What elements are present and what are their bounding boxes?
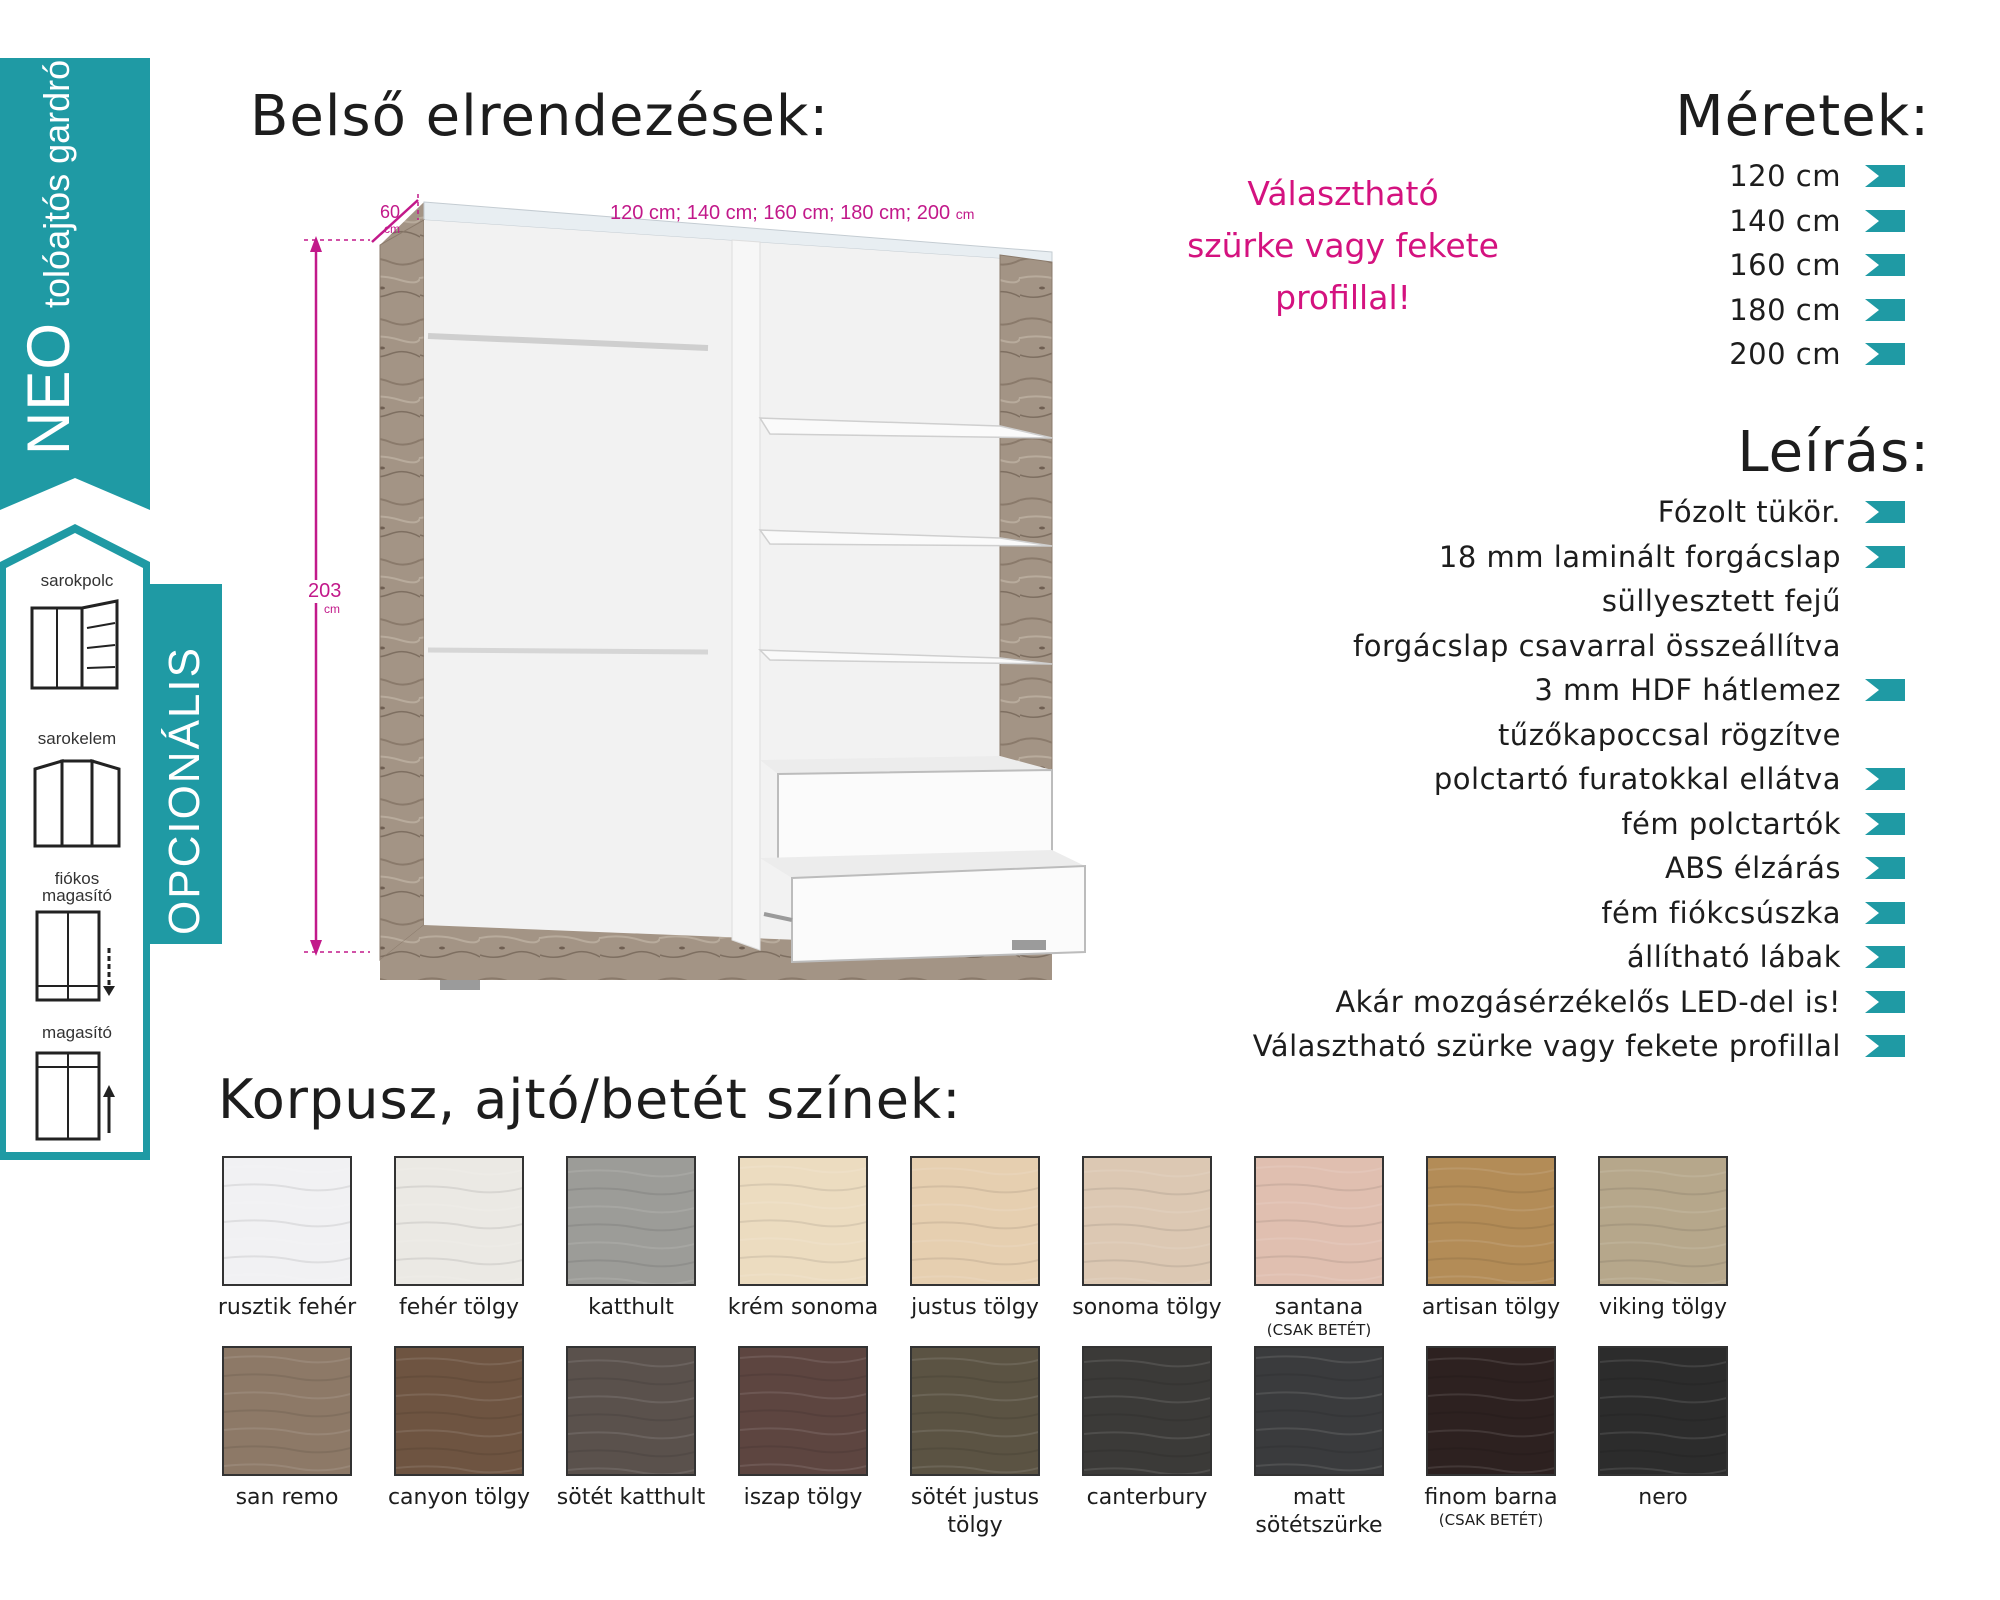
swatch-tile: [394, 1346, 524, 1476]
brand-title: [14, 39, 82, 456]
color-swatch: [1426, 1346, 1556, 1528]
size-item: [1729, 332, 1905, 377]
description-text: tűzőkapoccsal rögzítve: [1497, 717, 1841, 752]
wood-grain-texture: [1084, 1158, 1212, 1286]
description-text: 3 mm HDF hátlemez: [1534, 673, 1841, 708]
teal-marker-icon: [1865, 813, 1905, 835]
description-item: [1253, 490, 1905, 535]
swatch-name: sötét justus tölgy: [910, 1485, 1040, 1538]
color-swatch: [394, 1156, 524, 1322]
promo-line: szürke vagy fekete: [1187, 226, 1499, 265]
description-text: 18 mm laminált forgácslap: [1438, 539, 1841, 574]
description-text: fém fiókcsúszka: [1601, 895, 1841, 930]
option-corner-element: [16, 730, 138, 851]
teal-marker-icon: [1865, 768, 1905, 790]
teal-marker-icon: [1865, 343, 1905, 365]
color-swatch: [1421, 1156, 1561, 1322]
option-height-extension: [16, 1024, 138, 1145]
swatch-tile: [566, 1156, 696, 1286]
swatch-name: sötét katthult: [556, 1485, 706, 1510]
color-swatch: [910, 1346, 1040, 1540]
description-text: polctartó furatokkal ellátva: [1433, 762, 1841, 797]
size-item: [1729, 288, 1905, 333]
swatch-name: san remo: [235, 1485, 339, 1510]
description-text: forgácslap csavarral összeállítva: [1353, 628, 1841, 663]
color-swatch: [910, 1156, 1040, 1322]
wood-grain-texture: [224, 1158, 352, 1286]
teal-marker-icon: [1865, 501, 1905, 523]
swatch-name: rusztik fehér: [217, 1295, 357, 1320]
color-swatch: [1082, 1346, 1212, 1512]
color-swatch: [1072, 1156, 1222, 1322]
description-item: [1253, 713, 1905, 758]
swatch-tile: [738, 1156, 868, 1286]
teal-marker-icon: [1865, 165, 1905, 187]
description-item: [1253, 891, 1905, 936]
wood-grain-texture: [224, 1348, 352, 1476]
swatch-tile: [1426, 1156, 1556, 1286]
color-swatch: [387, 1346, 531, 1512]
teal-marker-icon: [1865, 254, 1905, 276]
option-drawer-extension: [16, 870, 138, 1004]
swatch-tile: [222, 1346, 352, 1476]
size-label: 120 cm: [1729, 159, 1841, 194]
height-extension-icon: [27, 1045, 127, 1145]
swatch-name: sonoma tölgy: [1072, 1295, 1222, 1320]
height-unit: cm: [324, 602, 340, 616]
teal-marker-icon: [1865, 902, 1905, 924]
teal-marker-icon: [1865, 299, 1905, 321]
swatch-name: justus tölgy: [911, 1295, 1039, 1320]
wood-grain-texture: [1084, 1348, 1212, 1476]
size-label: 180 cm: [1729, 292, 1841, 327]
depth-value: 60: [380, 202, 401, 222]
swatch-tile: [1598, 1346, 1728, 1476]
teal-marker-icon: [1865, 546, 1905, 568]
wood-grain-texture: [568, 1348, 696, 1476]
promo-line: profillal!: [1275, 278, 1411, 317]
layouts-heading: Belső elrendezések:: [250, 84, 830, 149]
sizes-list: [1729, 154, 1905, 377]
brand-subtitle: tolóajtós gardrób: [36, 39, 77, 308]
wood-grain-texture: [740, 1158, 868, 1286]
option-corner-shelf: [16, 572, 138, 693]
teal-marker-icon: [1865, 210, 1905, 232]
swatch-tile: [566, 1346, 696, 1476]
description-item: [1253, 757, 1905, 802]
wardrobe-drawing: [300, 190, 1100, 1010]
optional-title: [160, 646, 209, 936]
swatch-name: krém sonoma: [727, 1295, 879, 1320]
description-text: Választható szürke vagy fekete profillal: [1252, 1029, 1841, 1064]
sizes-heading: Méretek:: [1675, 84, 1930, 149]
size-label: 200 cm: [1729, 337, 1841, 372]
size-label: 140 cm: [1729, 203, 1841, 238]
color-swatch: [1254, 1346, 1384, 1540]
description-text: ABS élzárás: [1664, 851, 1841, 886]
swatch-tile: [394, 1156, 524, 1286]
swatch-name: santana: [1274, 1295, 1364, 1320]
size-label: 160 cm: [1729, 248, 1841, 283]
height-dimension: 203: [308, 580, 342, 602]
swatch-tile: [222, 1156, 352, 1286]
swatch-name: fehér tölgy: [399, 1295, 519, 1320]
wood-grain-texture: [1256, 1348, 1384, 1476]
color-swatch: [1598, 1346, 1728, 1512]
wood-grain-texture: [1428, 1348, 1556, 1476]
color-swatch: [566, 1156, 696, 1322]
wood-grain-texture: [396, 1348, 524, 1476]
wood-grain-texture: [568, 1158, 696, 1286]
description-item: [1253, 802, 1905, 847]
swatch-tile: [910, 1156, 1040, 1286]
color-swatch: [217, 1156, 357, 1322]
drawer-extension-icon: [27, 908, 127, 1004]
wood-grain-texture: [1428, 1158, 1556, 1286]
swatch-name: canterbury: [1086, 1485, 1208, 1510]
description-list: [1253, 490, 1905, 1069]
size-item: [1729, 154, 1905, 199]
wood-grain-texture: [1600, 1158, 1728, 1286]
wood-grain-texture: [912, 1158, 1040, 1286]
optional-title-text: OPCIONÁLIS: [160, 646, 209, 935]
teal-marker-icon: [1865, 679, 1905, 701]
swatch-tile: [1254, 1346, 1384, 1476]
depth-dimension: [380, 202, 400, 223]
promo-line: Választható: [1247, 174, 1439, 213]
option-label: magasító: [42, 1023, 112, 1042]
description-heading: Leírás:: [1737, 420, 1930, 485]
teal-marker-icon: [1865, 991, 1905, 1013]
swatch-tile: [1426, 1346, 1556, 1476]
swatch-name: iszap tölgy: [743, 1485, 863, 1510]
wood-grain-texture: [912, 1348, 1040, 1476]
teal-marker-icon: [1865, 1035, 1905, 1057]
width-unit: cm: [955, 206, 975, 222]
description-item: [1253, 980, 1905, 1025]
description-item: [1253, 624, 1905, 669]
color-swatch: [738, 1346, 868, 1512]
option-label: fiókos magasító: [42, 869, 112, 905]
teal-marker-icon: [1865, 857, 1905, 879]
description-item: [1253, 668, 1905, 713]
width-values: 120 cm; 140 cm; 160 cm; 180 cm; 200: [610, 202, 951, 224]
option-label: sarokelem: [37, 729, 117, 748]
width-dimension: [610, 202, 974, 225]
swatch-name: finom barna: [1424, 1485, 1558, 1510]
description-item: [1253, 846, 1905, 891]
swatch-name: katthult: [588, 1295, 674, 1320]
teal-marker-icon: [1865, 946, 1905, 968]
colors-heading: Korpusz, ajtó/betét színek:: [218, 1068, 962, 1131]
swatch-name: nero: [1638, 1485, 1688, 1510]
swatch-name: viking tölgy: [1598, 1295, 1728, 1320]
swatch-tile: [738, 1346, 868, 1476]
wood-grain-texture: [740, 1348, 868, 1476]
color-swatch: [1598, 1156, 1728, 1322]
swatch-tile: [1598, 1156, 1728, 1286]
description-item: [1253, 1024, 1905, 1069]
swatch-name: matt sötétszürke: [1255, 1485, 1383, 1538]
color-swatch: [222, 1346, 352, 1512]
brand-name: NEO: [15, 321, 82, 455]
corner-element-icon: [27, 751, 127, 851]
option-label: sarokpolc: [40, 571, 114, 590]
swatch-name: canyon tölgy: [387, 1485, 531, 1510]
description-text: állítható lábak: [1626, 940, 1841, 975]
swatch-note: (CSAK BETÉT): [1438, 1511, 1544, 1529]
description-item: [1253, 935, 1905, 980]
swatch-note: (CSAK BETÉT): [1266, 1321, 1372, 1339]
description-text: fém polctartók: [1621, 806, 1841, 841]
swatch-tile: [1082, 1346, 1212, 1476]
color-swatch: [1254, 1156, 1384, 1338]
color-swatch: [556, 1346, 706, 1512]
description-item: [1253, 579, 1905, 624]
color-swatch: [727, 1156, 879, 1322]
swatch-name: artisan tölgy: [1421, 1295, 1561, 1320]
description-text: Akár mozgásérzékelős LED-del is!: [1335, 984, 1841, 1019]
size-item: [1729, 243, 1905, 288]
description-text: Fózolt tükör.: [1657, 495, 1841, 530]
description-text: süllyesztett fejű: [1601, 584, 1841, 619]
size-item: [1729, 199, 1905, 244]
wood-grain-texture: [1600, 1348, 1728, 1476]
swatch-tile: [1082, 1156, 1212, 1286]
wood-grain-texture: [396, 1158, 524, 1286]
wood-grain-texture: [1256, 1158, 1384, 1286]
corner-shelf-icon: [27, 593, 127, 693]
profile-promo: [1168, 168, 1518, 324]
description-item: [1253, 535, 1905, 580]
depth-unit: cm: [384, 222, 400, 236]
swatch-tile: [910, 1346, 1040, 1476]
swatch-tile: [1254, 1156, 1384, 1286]
